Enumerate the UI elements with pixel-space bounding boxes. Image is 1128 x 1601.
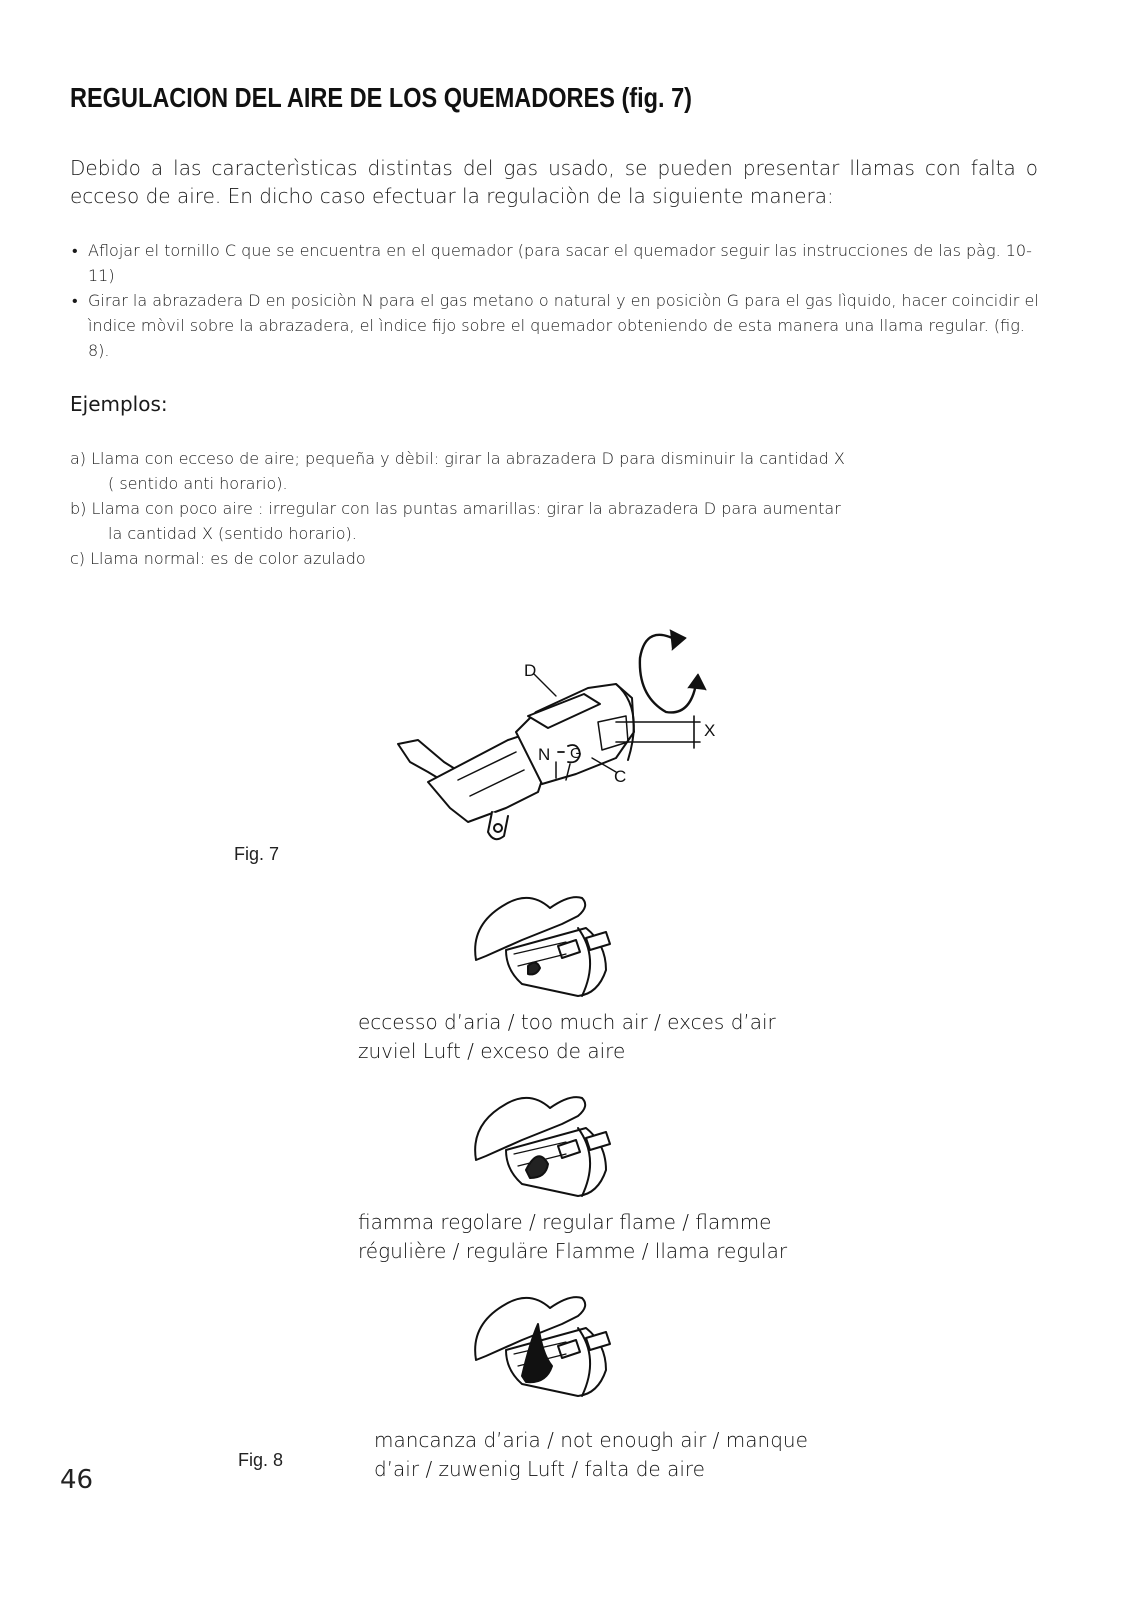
examples-heading: Ejemplos: xyxy=(70,392,168,416)
callout-n: N xyxy=(538,745,551,764)
caption-too-much-air xyxy=(358,1008,818,1066)
callout-c: C xyxy=(614,767,627,786)
caption-line: mancanza d’aria / not enough air / manque xyxy=(374,1428,808,1452)
caption-not-enough-air xyxy=(374,1426,844,1484)
caption-line: régulière / reguläre Flamme / llama regular xyxy=(358,1239,788,1263)
callout-g: G xyxy=(570,745,582,762)
instruction-list xyxy=(70,238,1045,363)
examples-list xyxy=(70,446,970,571)
example-line: a) Llama con ecceso de aire; pequeña y dèbil: girar la abrazadera D para disminuir la cantidad X xyxy=(70,449,845,468)
figure-8-label: Fig. 8 xyxy=(238,1450,284,1470)
caption-line: eccesso d’aria / too much air / exces d’air xyxy=(358,1010,776,1034)
flame-not-enough-air-figure xyxy=(466,1284,636,1402)
caption-line: d’air / zuwenig Luft / falta de aire xyxy=(374,1457,705,1481)
instruction-item: • Aflojar el tornillo C que se encuentra en el quemador (para sacar el quemador seguir las instrucciones de las pàg. 10-11) xyxy=(70,238,1045,288)
figure-7-label: Fig. 7 xyxy=(234,844,280,864)
caption-line: zuviel Luft / exceso de aire xyxy=(358,1039,626,1063)
example-line: c) Llama normal: es de color azulado xyxy=(70,549,366,568)
caption-regular-flame xyxy=(358,1208,818,1266)
example-line: ( sentido anti horario). xyxy=(108,474,288,493)
page-title: REGULACION DEL AIRE DE LOS QUEMADORES (fig. 7) xyxy=(70,82,693,113)
example-line: b) Llama con poco aire : irregular con las puntas amarillas: girar la abrazadera D para aumentar xyxy=(70,499,841,518)
flame-regular-figure xyxy=(466,1084,636,1202)
callout-d: D xyxy=(524,661,537,680)
example-line: la cantidad X (sentido horario). xyxy=(108,524,357,543)
caption-line: fiamma regolare / regular flame / flamme xyxy=(358,1210,772,1234)
callout-x: X xyxy=(704,721,716,740)
flame-too-much-air-figure xyxy=(466,884,636,1002)
instruction-item: • Girar la abrazadera D en posiciòn N para el gas metano o natural y en posiciòn G para el gas lìquido, hacer coincidir el ìndice mòvil sobre la abrazadera, el ìndice fijo sobre el quemador obteniendo de esta manera una llama regular. (fig. 8). xyxy=(70,288,1045,363)
page-number: 46 xyxy=(60,1465,94,1495)
intro-paragraph: Debido a las caracterìsticas distintas del gas usado, se pueden presentar llamas con falta o ecceso de aire. En dicho caso efectuar la regulaciòn de la siguiente manera: xyxy=(70,156,1038,208)
burner-figure-7 xyxy=(388,612,748,852)
